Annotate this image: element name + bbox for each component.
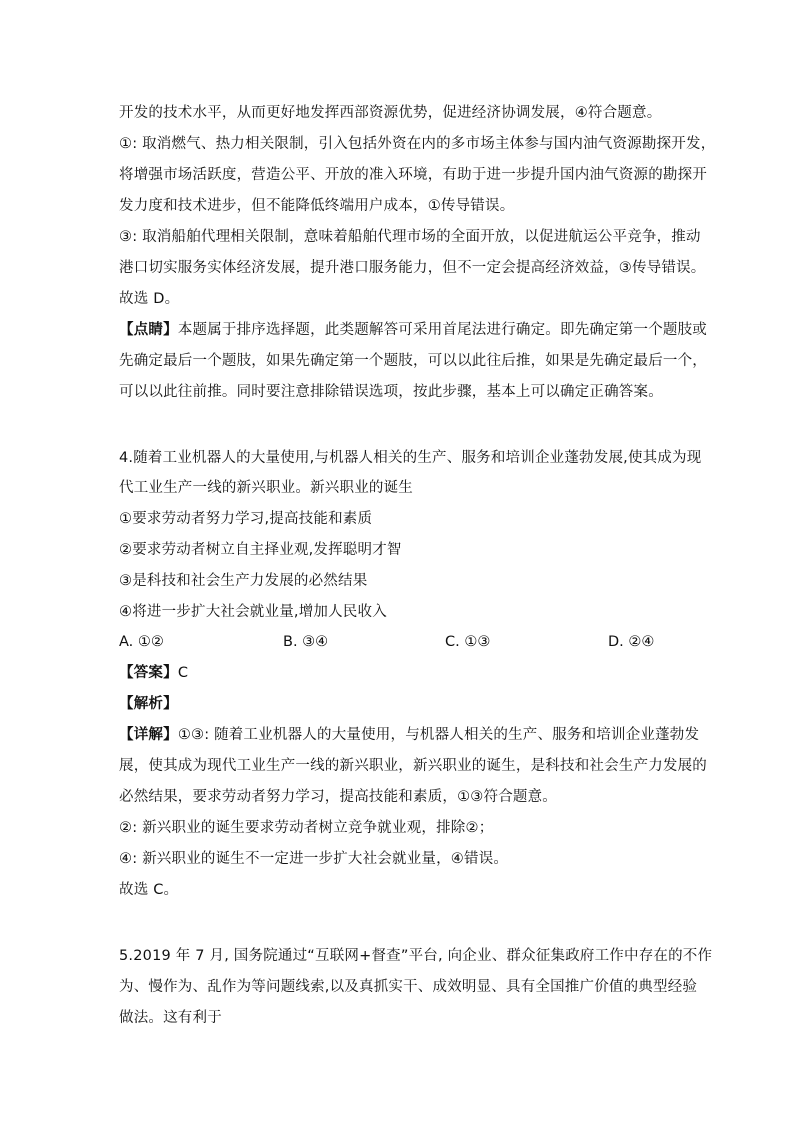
q4-item-2: ②要求劳动者树立自主择业观,发挥聪明才智 bbox=[119, 542, 402, 558]
prev-explanation-line-1: 开发的技术水平，从而更好地发挥西部资源优势，促进经济协调发展，④符合题意。 bbox=[119, 105, 662, 121]
prev-explanation-conclusion: 故选 D。 bbox=[119, 291, 180, 307]
detail-tag: 【详解】 bbox=[119, 727, 178, 743]
answer-value: C bbox=[177, 665, 189, 681]
q4-detail-line-3: 必然结果，要求劳动者努力学习，提高技能和素质，①③符合题意。 bbox=[119, 789, 557, 805]
q4-detail-line-4: ②: 新兴职业的诞生要求劳动者树立竞争就业观，排除②； bbox=[119, 820, 494, 836]
q4-stem-line-1: 4.随着工业机器人的大量使用,与机器人相关的生产、服务和培训企业蓬勃发展,使其成为现 bbox=[119, 450, 702, 466]
tip-line-2: 先确定最后一个题肢，如果先确定第一个题肢，可以以此往后推，如果是先确定最后一个， bbox=[119, 353, 707, 369]
q4-conclusion: 故选 C。 bbox=[119, 882, 179, 898]
q4-item-3: ③是科技和社会生产力发展的必然结果 bbox=[119, 573, 368, 589]
q4-option-d: D. ②④ bbox=[608, 634, 655, 650]
prev-explanation-line-5: ③: 取消船舶代理相关限制，意味着船舶代理市场的全面开放，以促进航运公平竞争，推动 bbox=[119, 229, 701, 245]
q4-options bbox=[119, 632, 679, 652]
q5-stem-line-3: 做法。这有利于 bbox=[119, 1010, 222, 1026]
answer-tag: 【答案】 bbox=[119, 665, 178, 681]
q4-stem-line-2: 代工业生产一线的新兴职业。新兴职业的诞生 bbox=[119, 480, 413, 496]
prev-explanation-line-3: 将增强市场活跃度，营造公平、开放的准入环境，有助于进一步提升国内油气资源的勘探开 bbox=[119, 167, 707, 183]
q4-detail-line-5: ④: 新兴职业的诞生不一定进一步扩大社会就业量，④错误。 bbox=[119, 851, 509, 867]
q4-answer bbox=[119, 663, 679, 683]
q4-item-4: ④将进一步扩大社会就业量,增加人民收入 bbox=[119, 604, 387, 620]
q4-option-a: A. ①② bbox=[119, 634, 164, 650]
q5-stem-line-2: 为、慢作为、乱作为等问题线索,以及真抓实干、成效明显、具有全国推广价值的典型经验 bbox=[119, 979, 698, 995]
q4-analysis-tag: 【解析】 bbox=[119, 696, 178, 712]
tip-text: 本题属于排序选择题，此类题解答可采用首尾法进行确定。即先确定第一个题肢或 bbox=[177, 322, 708, 338]
q4-option-c: C. ①③ bbox=[445, 634, 491, 650]
q4-option-b: B. ③④ bbox=[283, 634, 329, 650]
q4-detail-line-2: 展，使其成为现代工业生产一线的新兴职业，新兴职业的诞生，是科技和社会生产力发展的 bbox=[119, 758, 707, 774]
q4-detail-line-1 bbox=[119, 725, 700, 745]
q4-item-1: ①要求劳动者努力学习,提高技能和素质 bbox=[119, 511, 373, 527]
prev-explanation-line-2: ①: 取消燃气、热力相关限制，引入包括外资在内的多市场主体参与国内油气资源勘探开发， bbox=[119, 136, 716, 152]
prev-explanation-line-4: 发力度和技术进步，但不能降低终端用户成本，①传导错误。 bbox=[119, 198, 515, 214]
prev-explanation-line-6: 港口切实服务实体经济发展，提升港口服务能力，但不一定会提高经济效益，③传导错误。 bbox=[119, 260, 706, 276]
tip-line-1 bbox=[119, 320, 708, 340]
tip-line-3: 可以以此往前推。同时要注意排除错误选项，按此步骤，基本上可以确定正确答案。 bbox=[119, 384, 663, 400]
detail-text: ①③: 随着工业机器人的大量使用，与机器人相关的生产、服务和培训企业蓬勃发 bbox=[177, 727, 700, 743]
tip-tag: 【点睛】 bbox=[119, 322, 178, 338]
q5-stem-line-1: 5.2019 年 7 月, 国务院通过“互联网+督查”平台, 向企业、群众征集政府工作中存在的不作 bbox=[119, 948, 713, 964]
